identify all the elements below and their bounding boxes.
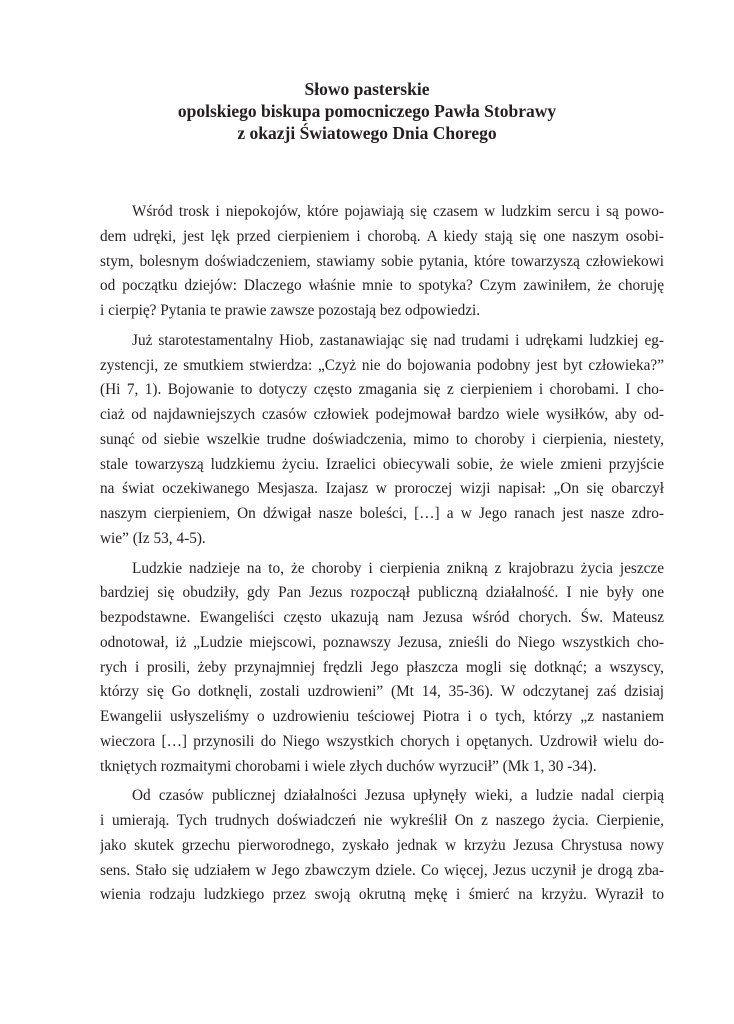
- text-line: sens. Stało się udziałem w Jego zbawczym dziele. Co więcej, Jezus uczynił je drogą zba-: [100, 861, 664, 879]
- text-line: sunąć od siebie wszelkie trudne doświadczenia, mimo to choroby i cierpienia, niestety,: [100, 430, 664, 448]
- text-line: Wśród trosk i niepokojów, które pojawiają się czasem w ludzkim sercu i są powo-: [132, 203, 664, 220]
- text-line: Już starotestamentalny Hiob, zastanawiając się nad trudami i udrękami ludzkiej eg-: [132, 331, 664, 349]
- text-line: tkniętych rozmaitymi chorobami i wiele złych duchów wyrzucił” (Mk 1, 30 -34).: [100, 757, 597, 775]
- text-line: bezpodstawne. Ewangeliści często ukazują nam Jezusa wśród chorych. Św. Mateusz: [100, 609, 664, 626]
- text-line: wienia rodzaju ludzkiego przez swoją okrutną mękę i śmierć na krzyżu. Wyraził to: [100, 886, 664, 904]
- paragraph-1: [100, 200, 664, 324]
- paragraph-2: [100, 329, 664, 552]
- paragraph-4: [100, 784, 664, 908]
- title-line-3: z okazji Światowego Dnia Chorego: [237, 123, 497, 143]
- text-line: zystencji, ze smutkiem stwierdza: „Czyż nie do bojowania podobny jest byt człowieka?”: [100, 356, 664, 374]
- text-line: i umierają. Tych trudnych doświadczeń nie wykreślił On z naszego życia. Cierpienie,: [100, 812, 664, 829]
- text-line: dem udręki, jest lęk przed cierpieniem i chorobą. A kiedy stają się one naszym osobi-: [100, 227, 664, 245]
- text-line: od początku dziejów: Dlaczego właśnie mnie to spotyka? Czym zawiniłem, że choruję: [100, 277, 664, 295]
- text-line: Ludzkie nadzieje na to, że choroby i cierpienia znikną z krajobrazu życia jeszcze: [132, 559, 664, 577]
- text-line: i cierpię? Pytania te prawie zawsze pozostają bez odpowiedzi.: [100, 302, 481, 319]
- text-line: stym, bolesnym doświadczeniem, stawiamy sobie pytania, które towarzyszą człowiekowi: [100, 252, 664, 270]
- text-line: ciaż od najdawniejszych czasów człowiek podejmował bardzo wiele wysiłków, aby od-: [100, 406, 664, 423]
- text-line: którzy się Go dotknęli, zostali uzdrowieni” (Mt 14, 35-36). W odczytanej zaś dzisiaj: [100, 683, 664, 701]
- text-line: jako skutek grzechu pierworodnego, zyskało jednak w krzyżu Jezusa Chrystusa nowy: [100, 836, 664, 854]
- document-title: [0, 78, 734, 144]
- title-line-1: Słowo pasterskie: [304, 79, 430, 99]
- title-line-2: opolskiego biskupa pomocniczego Pawła Stobrawy: [177, 101, 557, 121]
- text-line: stale towarzyszą ludzkiemu życiu. Izraelici obiecywali sobie, że wiele zmieni przyjście: [100, 455, 664, 473]
- text-line: naszym cierpieniem, On dźwigał nasze boleści, […] a w Jego ranach jest nasze zdro-: [100, 505, 664, 522]
- text-line: bardziej się obudziły, gdy Pan Jezus rozpoczął publiczną działalność. I nie były one: [100, 584, 664, 602]
- text-line: na świat oczekiwanego Mesjasza. Izajasz w proroczej wizji napisał: „On się obarczył: [100, 480, 664, 498]
- text-line: odnotował, iż „Ludzie miejscowi, poznawszy Jezusa, znieśli do Niego wszystkich cho-: [100, 633, 664, 651]
- text-line: wie” (Iz 53, 4-5).: [100, 529, 206, 547]
- text-line: (Hi 7, 1). Bojowanie to dotyczy często zmagania się z cierpieniem i chorobami. I cho-: [100, 381, 664, 399]
- paragraph-3: [100, 557, 664, 780]
- text-line: wieczora […] przynosili do Niego wszystkich chorych i opętanych. Uzdrowił wielu do-: [100, 732, 664, 750]
- text-line: Ewangelii usłyszeliśmy o uzdrowieniu teściowej Piotra i o tych, którzy „z nastaniem: [100, 708, 664, 725]
- text-line: rych i prosili, żeby przynajmniej frędzli Jego płaszcza mogli się dotknąć; a wszyscy,: [100, 658, 664, 676]
- text-line: Od czasów publicznej działalności Jezusa upłynęły wieki, a ludzie nadal cierpią: [132, 787, 664, 805]
- document-body: [100, 200, 664, 908]
